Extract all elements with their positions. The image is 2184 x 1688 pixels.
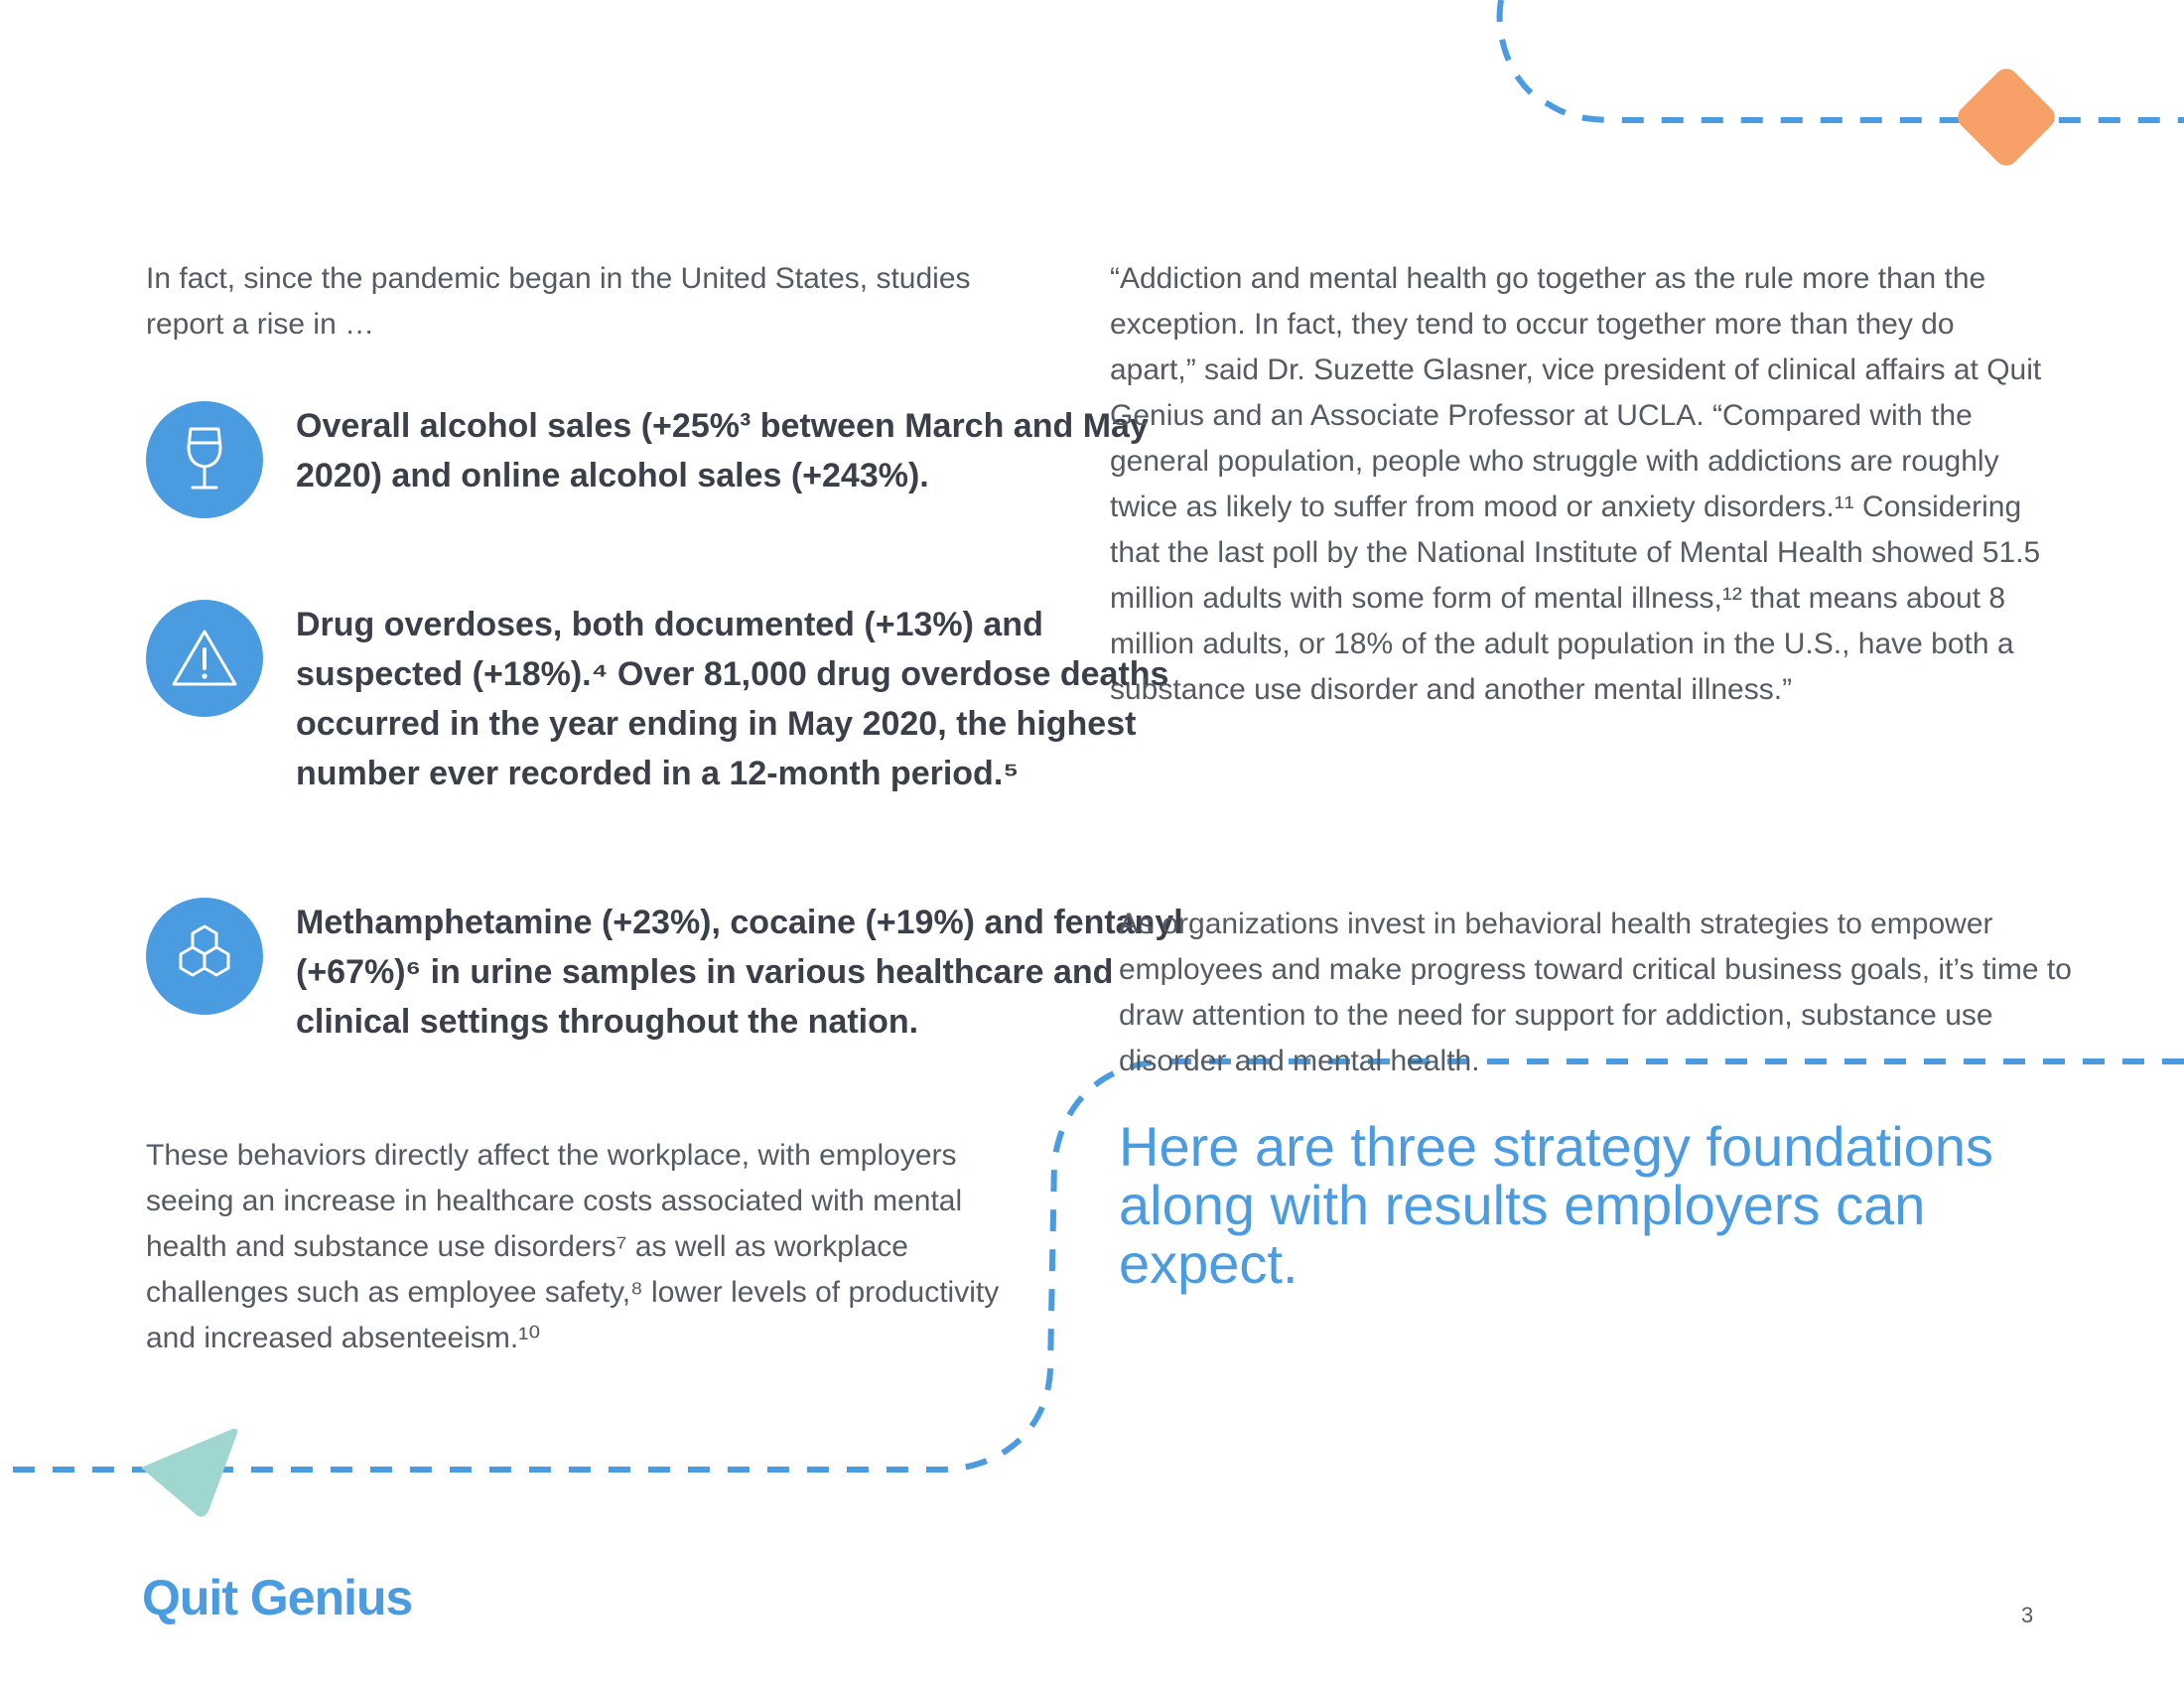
- warning-icon: [170, 628, 239, 689]
- workplace-impact-paragraph: These behaviors directly affect the workplace, with employers seeing an increase in healthcare costs associated with mental health and substance use disorders⁷ as well as workplace challenges such as employee safety,⁸ lower levels of productivity and increased absenteeism.¹⁰: [146, 1139, 1000, 1354]
- stat-item-substances: [146, 898, 1183, 1116]
- stat-item-overdoses: [146, 600, 1169, 818]
- quit-genius-logo: Quit Genius: [142, 1570, 413, 1625]
- stat-text: Overall alcohol sales (+25%³ between March and May 2020) and online alcohol sales (+243%).: [296, 407, 1149, 494]
- expert-quote-paragraph: “Addiction and mental health go together as the rule more than the exception. In fact, they tend to occur together more than they do apart,” said Dr. Suzette Glasner, vice president of clinical affairs at Quit Genius and an Associate Professor at UCLA. “Compared with the general population, people who struggle with addictions are roughly twice as likely to suffer from mood or anxiety disorders.¹¹ Considering that the last poll by the National Institute of Mental Health showed 51.5 million adults with some form of mental illness,¹² that means about 8 million adults, or 18% of the adult population in the U.S., have both a substance use disorder and another mental illness.”: [1110, 262, 2042, 706]
- organizations-paragraph: As organizations invest in behavioral health strategies to empower employees and make progress toward critical business goals, it’s time to draw attention to the need for support for addiction, substance use disorder and mental health.: [1119, 908, 2072, 1077]
- wine-glass-icon: [175, 425, 234, 494]
- top-dashed-path: [1500, 0, 2184, 120]
- icon-circle: [146, 401, 263, 518]
- section-headline: Here are three strategy foundations along with results employers can expect.: [1119, 1115, 1993, 1295]
- icon-circle: [146, 898, 263, 1015]
- stat-text: Methamphetamine (+23%), cocaine (+19%) and fentanyl (+67%)⁶ in urine samples in various healthcare and clinical settings throughout the nation.: [296, 904, 1183, 1041]
- stat-item-alcohol: [146, 401, 1149, 620]
- icon-circle: [146, 600, 263, 717]
- teal-triangle-shape: [141, 1429, 237, 1517]
- page-number: 3: [2021, 1603, 2034, 1627]
- orange-diamond-shape: [1953, 64, 2059, 170]
- stat-text: Drug overdoses, both documented (+13%) and suspected (+18%).⁴ Over 81,000 drug overdose deaths occurred in the year ending in May 2020, the highest number ever recorded in a 12-month period.⁵: [296, 606, 1169, 792]
- intro-paragraph: In fact, since the pandemic began in the United States, studies report a rise in …: [146, 262, 971, 341]
- hexagons-icon: [169, 922, 240, 990]
